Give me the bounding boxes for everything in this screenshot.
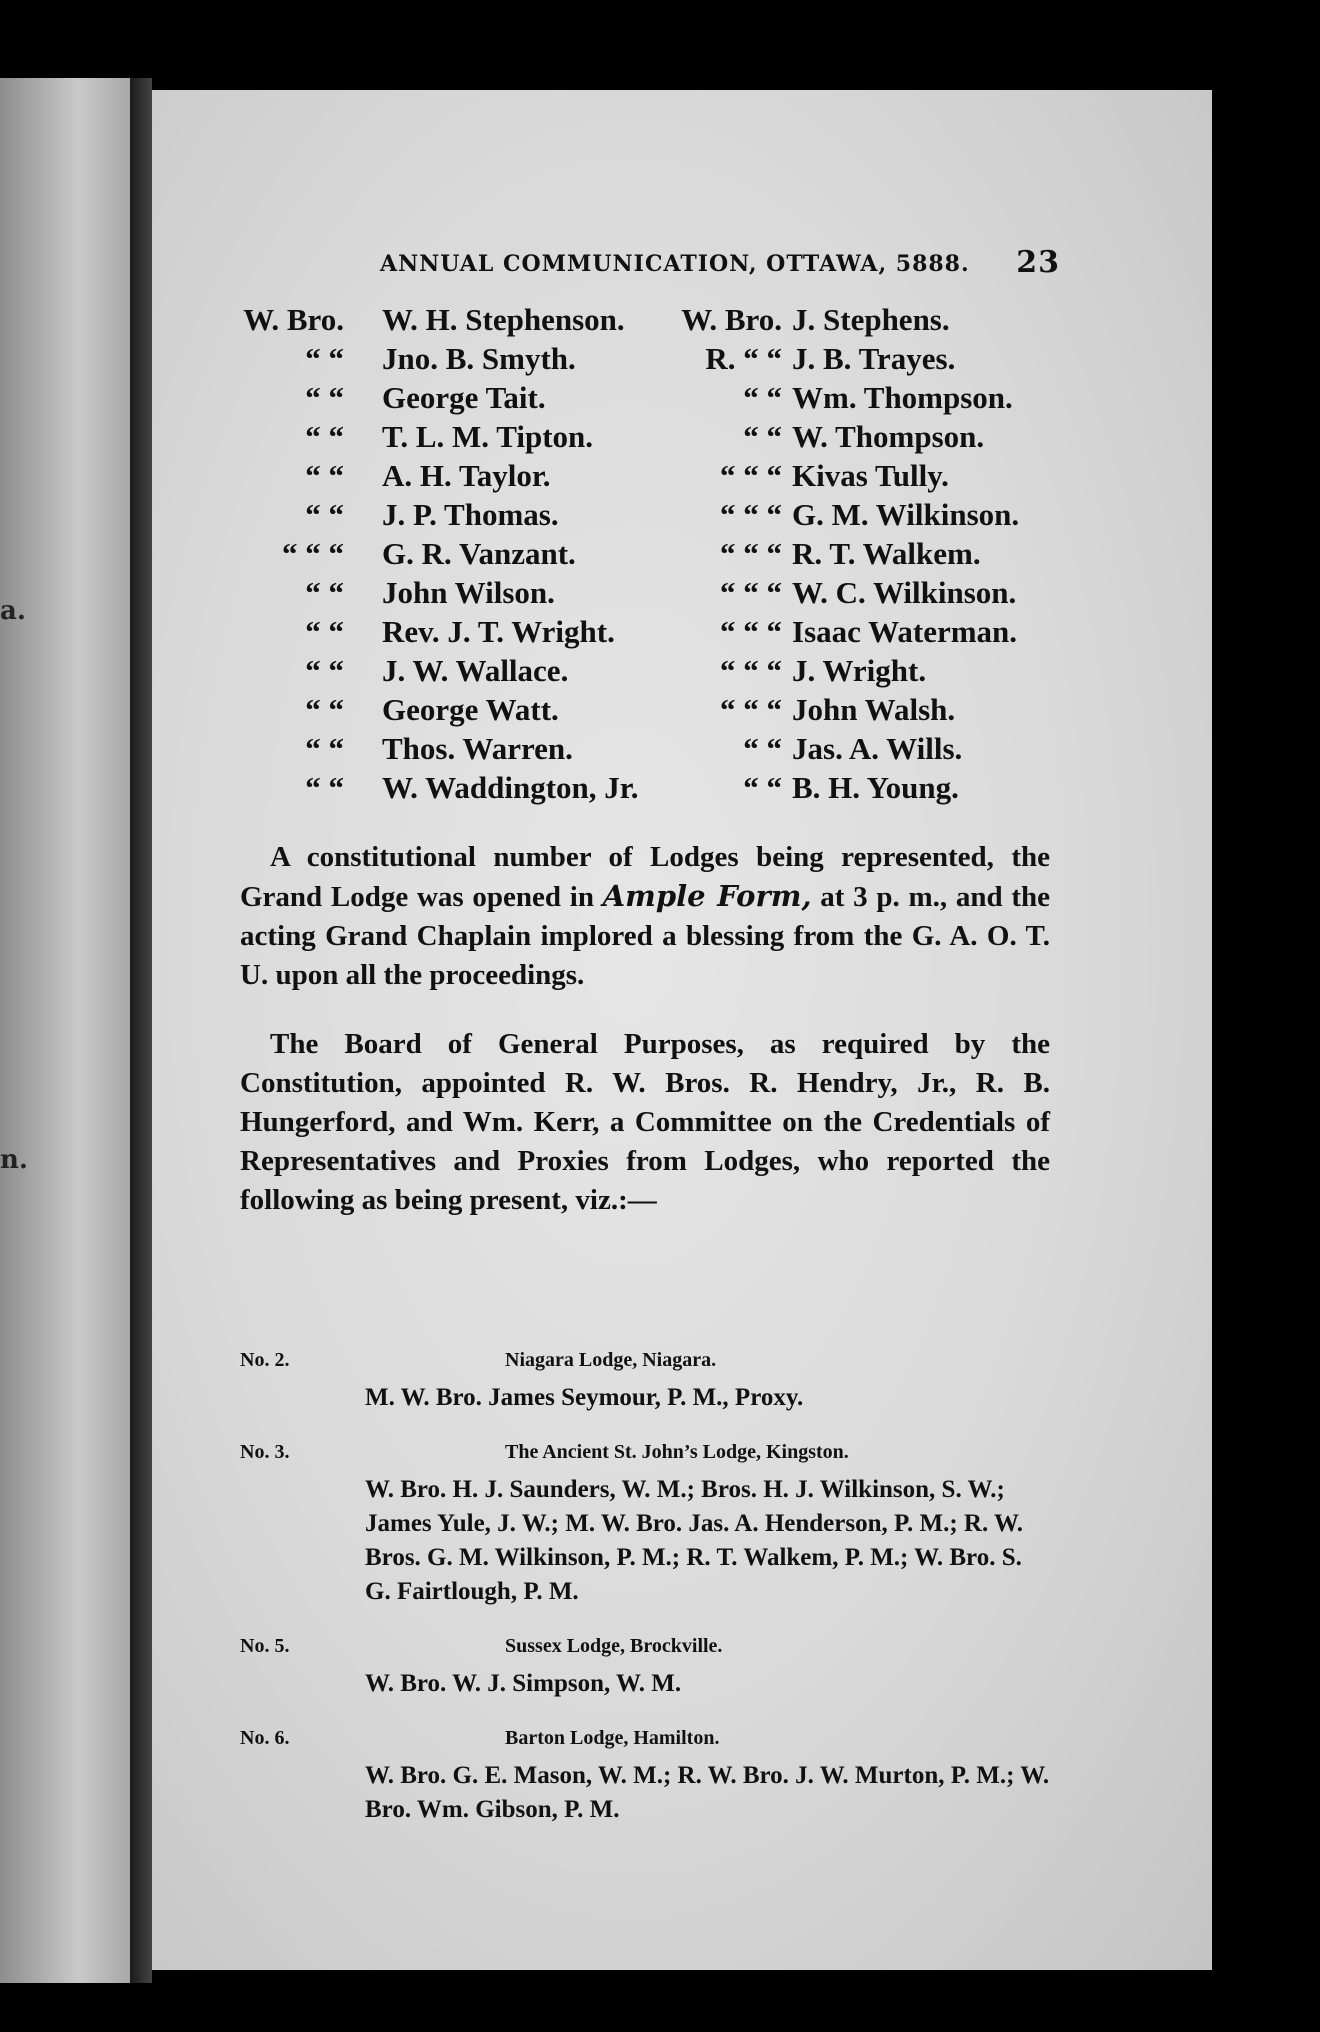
member-row xyxy=(152,731,1212,770)
board-paragraph xyxy=(240,1025,1050,1220)
left-title-marks: “ “ xyxy=(305,458,344,493)
right-member-name: W. C. Wilkinson. xyxy=(792,575,1017,610)
right-member-name: R. T. Walkem. xyxy=(792,536,981,571)
lodge-list xyxy=(240,1345,1050,1849)
lodge-heading xyxy=(240,1631,1050,1667)
lodge-heading xyxy=(240,1723,1050,1759)
running-head xyxy=(230,245,1060,285)
right-title-marks: “ “ “ xyxy=(720,653,782,688)
left-member-name: A. H. Taylor. xyxy=(382,458,551,493)
right-member-name: Wm. Thompson. xyxy=(792,380,1013,415)
member-row xyxy=(152,770,1212,809)
left-title-marks: “ “ “ xyxy=(282,536,344,571)
member-row xyxy=(152,692,1212,731)
lodge-representatives: W. Bro. H. J. Saunders, W. M.; Bros. H. J. Wilkinson, S. W.; James Yule, J. W.; M. W. Bro. Jas. A. Henderson, P. M.; R. W. Bros. G. M. Wilkinson, P. M.; R. T. Walkem, P. M.; W. Bro. S. G. Fairtlough, P. M. xyxy=(365,1476,1023,1605)
lodge-entry xyxy=(240,1345,1050,1415)
member-row xyxy=(152,419,1212,458)
lodge-entry xyxy=(240,1631,1050,1701)
ample-form-blackletter: Ample Form, xyxy=(602,879,812,913)
right-member-name: Isaac Waterman. xyxy=(792,614,1018,649)
lodge-entry xyxy=(240,1723,1050,1827)
member-row xyxy=(152,341,1212,380)
lodge-number: No. 6. xyxy=(240,1727,290,1749)
right-title-marks: “ “ “ xyxy=(720,575,782,610)
right-member-name: Jas. A. Wills. xyxy=(792,731,963,766)
right-member-name: John Walsh. xyxy=(792,692,956,727)
right-member-name: J. B. Trayes. xyxy=(792,341,956,376)
member-row xyxy=(152,380,1212,419)
lodge-name: Sussex Lodge, Brockville. xyxy=(505,1635,723,1657)
left-member-name: Rev. J. T. Wright. xyxy=(382,614,615,649)
lodge-number: No. 5. xyxy=(240,1635,290,1657)
left-member-name: John Wilson. xyxy=(382,575,555,610)
right-member-name: G. M. Wilkinson. xyxy=(792,497,1020,532)
opening-paragraph xyxy=(240,838,1050,995)
left-title-marks: “ “ xyxy=(305,341,344,376)
right-member-name: Kivas Tully. xyxy=(792,458,949,493)
left-member-name: G. R. Vanzant. xyxy=(382,536,576,571)
right-title-marks: “ “ “ xyxy=(720,614,782,649)
member-row xyxy=(152,536,1212,575)
left-member-name: J. W. Wallace. xyxy=(382,653,569,688)
lodge-name: Niagara Lodge, Niagara. xyxy=(505,1349,717,1371)
lodge-heading xyxy=(240,1345,1050,1381)
left-title-marks: “ “ xyxy=(305,731,344,766)
left-title-marks: “ “ xyxy=(305,770,344,805)
lodge-representatives: W. Bro. W. J. Simpson, W. M. xyxy=(365,1670,682,1697)
lodge-number: No. 2. xyxy=(240,1349,290,1371)
right-title-marks: “ “ “ xyxy=(720,692,782,727)
member-row xyxy=(152,302,1212,341)
left-title-marks: “ “ xyxy=(305,653,344,688)
right-title-marks: “ “ xyxy=(743,731,782,766)
left-member-name: T. L. M. Tipton. xyxy=(382,419,594,454)
left-member-name: W. H. Stephenson. xyxy=(382,302,625,337)
right-title-marks: “ “ xyxy=(743,419,782,454)
left-member-name: George Watt. xyxy=(382,692,559,727)
previous-page-fragment: n. xyxy=(0,1145,28,1175)
left-title-marks: “ “ xyxy=(305,614,344,649)
right-member-name: J. Stephens. xyxy=(792,302,950,337)
lodge-heading xyxy=(240,1437,1050,1473)
left-title-marks: “ “ xyxy=(305,380,344,415)
page-number: 23 xyxy=(1016,245,1060,280)
left-member-name: W. Waddington, Jr. xyxy=(382,770,639,805)
running-head-title: ANNUAL COMMUNICATION, OTTAWA, 5888. xyxy=(380,251,970,277)
left-title-marks: “ “ xyxy=(305,497,344,532)
left-member-name: J. P. Thomas. xyxy=(382,497,559,532)
right-member-name: W. Thompson. xyxy=(792,419,985,454)
right-title-marks: “ “ xyxy=(743,770,782,805)
left-title-marks: W. Bro. xyxy=(243,302,344,337)
book-gutter xyxy=(130,78,152,1983)
left-title-marks: “ “ xyxy=(305,575,344,610)
previous-page-edge xyxy=(0,78,130,1983)
left-member-name: George Tait. xyxy=(382,380,546,415)
opening-paragraph-text xyxy=(240,838,1050,995)
book-page xyxy=(152,90,1212,1970)
member-row xyxy=(152,653,1212,692)
left-title-marks: “ “ xyxy=(305,692,344,727)
opening-text-after: at 3 p. m., and the acting Grand Chaplain implored a blessing from the G. A. O. T. U. upon all the proceedings. xyxy=(240,881,1050,991)
right-member-name: J. Wright. xyxy=(792,653,927,688)
member-row xyxy=(152,575,1212,614)
lodge-representatives: M. W. Bro. James Seymour, P. M., Proxy. xyxy=(365,1384,804,1411)
member-list xyxy=(152,302,1212,809)
right-title-marks: R. “ “ xyxy=(705,341,782,376)
lodge-name: The Ancient St. John’s Lodge, Kingston. xyxy=(505,1441,849,1463)
member-row xyxy=(152,497,1212,536)
right-member-name: B. H. Young. xyxy=(792,770,959,805)
previous-page-fragment: a. xyxy=(0,596,26,626)
lodge-representatives: W. Bro. G. E. Mason, W. M.; R. W. Bro. J. W. Murton, P. M.; W. Bro. Wm. Gibson, P. M. xyxy=(365,1762,1050,1823)
lodge-number: No. 3. xyxy=(240,1441,290,1463)
member-row xyxy=(152,614,1212,653)
right-title-marks: W. Bro. xyxy=(681,302,782,337)
right-title-marks: “ “ xyxy=(743,380,782,415)
left-member-name: Jno. B. Smyth. xyxy=(382,341,576,376)
left-member-name: Thos. Warren. xyxy=(382,731,573,766)
lodge-entry xyxy=(240,1437,1050,1609)
opening-text-before: A constitutional number of Lodges being represented, the Grand Lodge was opened in xyxy=(240,841,1050,913)
board-paragraph-text: The Board of General Purposes, as required by the Constitution, appointed R. W. Bros. R. Hendry, Jr., R. B. Hungerford, and Wm. Kerr, a Committee on the Credentials of Representatives and Proxies from Lodges, who reported the following as being present, viz.:— xyxy=(240,1028,1050,1216)
right-title-marks: “ “ “ xyxy=(720,536,782,571)
member-row xyxy=(152,458,1212,497)
left-title-marks: “ “ xyxy=(305,419,344,454)
lodge-name: Barton Lodge, Hamilton. xyxy=(505,1727,720,1749)
right-title-marks: “ “ “ xyxy=(720,458,782,493)
right-title-marks: “ “ “ xyxy=(720,497,782,532)
